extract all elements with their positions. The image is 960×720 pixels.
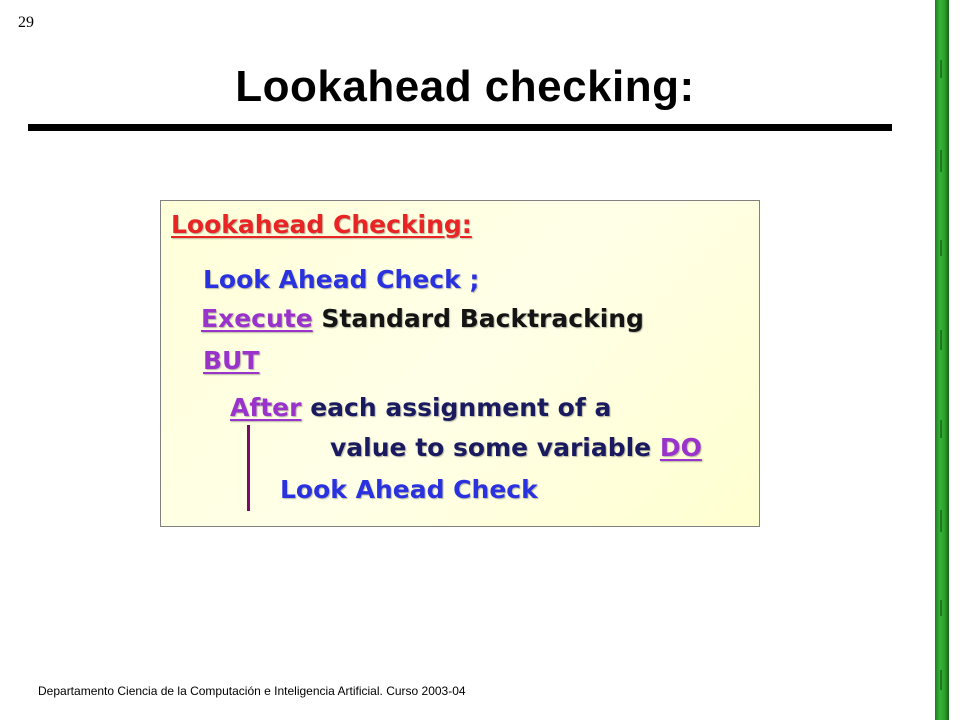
title-underline [28, 124, 892, 131]
page-number: 29 [18, 14, 34, 31]
footer-text: Departamento Ciencia de la Computación e Inteligencia Artificial. Curso 2003-04 [38, 684, 466, 698]
step-value-text: value to some variable [330, 433, 652, 462]
step-after [230, 393, 611, 422]
keyword-but: BUT [203, 346, 260, 375]
keyword-do: DO [659, 433, 702, 462]
block-bracket-line [247, 425, 250, 511]
keyword-execute: Execute [201, 304, 313, 333]
step-inner-look-ahead-check: Look Ahead Check [280, 475, 538, 504]
side-decoration-bar [935, 0, 949, 720]
box-heading-text: Lookahead Checking: [171, 210, 472, 239]
step-look-ahead-check: Look Ahead Check ; [203, 265, 480, 294]
keyword-after: After [230, 393, 302, 422]
box-heading [171, 210, 472, 239]
page-title: Lookahead checking: [235, 62, 695, 111]
step-execute-text: Standard Backtracking [321, 304, 644, 333]
step-but [203, 346, 259, 375]
step-value [330, 433, 702, 462]
step-execute [201, 304, 644, 333]
step-after-text: each assignment of a [310, 393, 612, 422]
